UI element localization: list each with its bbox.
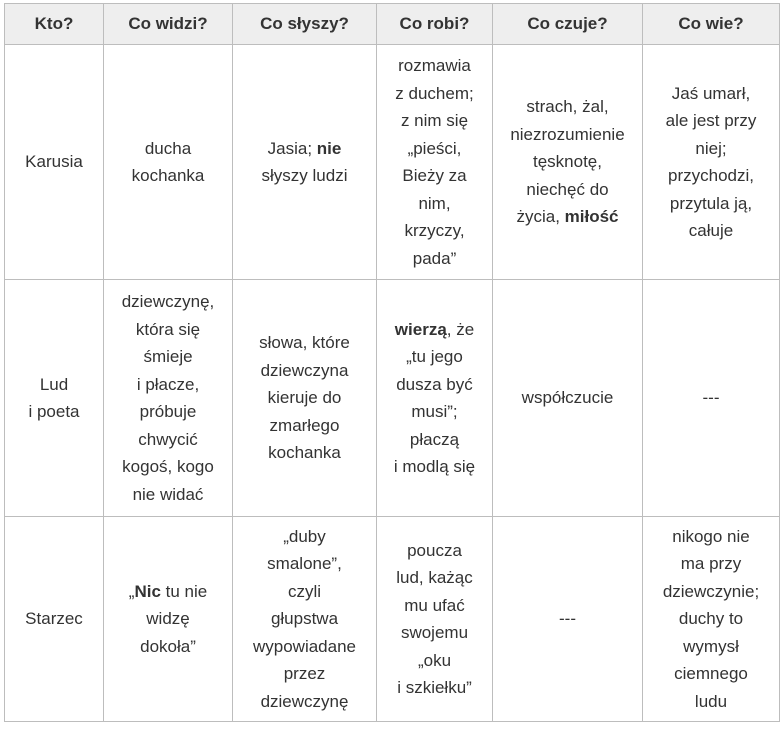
- cell-text: „duby smalone”, czyli głupstwa wypowiadane przez dziewczynę: [252, 526, 356, 711]
- cell-text: słowa, które dziewczyna kieruje do zmarłego kochanka: [259, 333, 350, 463]
- header-row: [5, 4, 780, 45]
- cell-text: Karusia: [25, 152, 83, 172]
- text-segment: strach, żal, niezrozumienie tęsknotę, niechęć do życia,: [510, 97, 625, 227]
- comparison-table: [4, 3, 780, 722]
- cell-slyszy: [233, 517, 377, 722]
- table-row: [5, 517, 780, 722]
- cell-wie: [643, 45, 780, 280]
- cell-text: ---: [559, 609, 576, 629]
- table-row: [5, 280, 780, 517]
- cell-text: [383, 316, 486, 481]
- cell-text: [499, 93, 636, 231]
- cell-wie: [643, 280, 780, 517]
- cell-text: rozmawia z duchem; z nim się „pieści, Bieży za nim, krzyczy, pada”: [395, 56, 474, 268]
- cell-text: [239, 135, 370, 190]
- cell-kto: [5, 45, 104, 280]
- text-segment: „: [128, 581, 135, 601]
- header-kto: Kto?: [5, 4, 104, 45]
- text-segment: tu nie widzę dokoła”: [140, 581, 208, 656]
- cell-wie: [643, 517, 780, 722]
- header-co-slyszy: Co słyszy?: [233, 4, 377, 45]
- table-row: [5, 45, 780, 280]
- cell-widzi: [104, 45, 233, 280]
- cell-widzi: [104, 280, 233, 517]
- bold-text: nie: [316, 138, 342, 158]
- header-co-widzi: Co widzi?: [104, 4, 233, 45]
- header-co-robi: Co robi?: [377, 4, 493, 45]
- cell-text: nikogo nie ma przy dziewczynie; duchy to wymysł ciemnego ludu: [662, 526, 760, 711]
- cell-text: współczucie: [521, 388, 614, 408]
- cell-text: Starzec: [25, 609, 83, 629]
- cell-text: ducha kochanka: [131, 138, 205, 185]
- bold-text: miłość: [564, 207, 619, 227]
- cell-slyszy: [233, 45, 377, 280]
- cell-text: Lud i poeta: [28, 374, 80, 421]
- cell-text: Jaś umarł, ale jest przy niej; przychodzi, przytula ją, całuje: [665, 83, 757, 240]
- cell-text: poucza lud, każąc mu ufać swojemu „oku i szkiełku”: [396, 540, 473, 697]
- cell-slyszy: [233, 280, 377, 517]
- header-co-wie: Co wie?: [643, 4, 780, 45]
- bold-text: wierzą: [394, 319, 447, 339]
- cell-kto: [5, 517, 104, 722]
- cell-czuje: [493, 517, 643, 722]
- text-segment: Jasia;: [267, 138, 317, 158]
- cell-robi: [377, 517, 493, 722]
- cell-czuje: [493, 280, 643, 517]
- cell-robi: [377, 280, 493, 517]
- cell-text: ---: [702, 388, 720, 408]
- bold-text: Nic: [134, 581, 161, 601]
- cell-kto: [5, 280, 104, 517]
- text-segment: , że „tu jego dusza być musi”; płaczą i modlą się: [393, 319, 476, 476]
- comparison-table-container: [4, 3, 780, 722]
- cell-robi: [377, 45, 493, 280]
- cell-text: dziewczynę, która się śmieje i płacze, próbuje chwycić kogoś, kogo nie widać: [121, 292, 215, 504]
- cell-text: [110, 578, 226, 661]
- text-segment: słyszy ludzi: [261, 166, 348, 185]
- cell-widzi: [104, 517, 233, 722]
- cell-czuje: [493, 45, 643, 280]
- header-co-czuje: Co czuje?: [493, 4, 643, 45]
